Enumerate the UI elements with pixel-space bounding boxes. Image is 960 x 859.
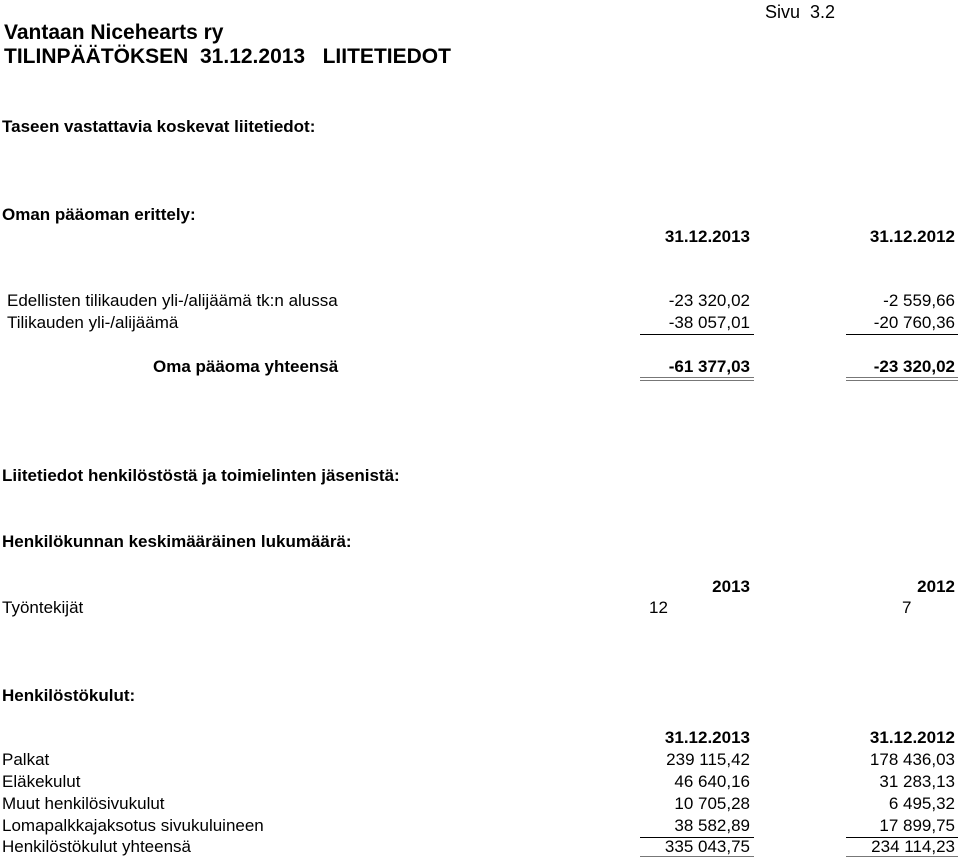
equity-row-value-2013: -23 320,02 — [668, 291, 750, 310]
costs-total-value-2012: 234 114,23 — [871, 837, 955, 856]
subsection-heading-headcount: Henkilökunnan keskimääräinen lukumäärä: — [2, 532, 352, 551]
subsection-heading-equity: Oman pääoman erittely: — [2, 205, 196, 224]
section-heading-balance-sheet: Taseen vastattavia koskevat liitetiedot: — [2, 117, 316, 136]
page-number: 3.2 — [810, 2, 836, 22]
headcount-value-2013: 12 — [649, 598, 668, 617]
total-double-underline — [846, 377, 958, 381]
equity-row-value-2012: -2 559,66 — [883, 291, 955, 310]
equity-total-value-2013: -61 377,03 — [668, 357, 750, 376]
equity-row-label: Edellisten tilikauden yli-/alijäämä tk:n alussa — [7, 291, 338, 310]
costs-row-value-2012: 31 283,13 — [879, 772, 955, 791]
subtotal-underline — [640, 334, 754, 335]
document-title: TILINPÄÄTÖKSEN 31.12.2013 LIITETIEDOT — [4, 45, 451, 68]
headcount-column-header-2013: 2013 — [712, 577, 750, 596]
costs-row-value-2013: 10 705,28 — [674, 794, 750, 813]
organization-name: Vantaan Nicehearts ry — [4, 21, 224, 44]
costs-total-value-2013: 335 043,75 — [664, 837, 750, 856]
subsection-heading-personnel-costs: Henkilöstökulut: — [2, 686, 136, 705]
equity-total-label: Oma pääoma yhteensä — [153, 357, 339, 376]
costs-row-value-2012: 17 899,75 — [879, 816, 955, 835]
total-double-underline — [640, 856, 754, 857]
costs-row-value-2013: 239 115,42 — [666, 750, 750, 769]
equity-total-value-2012: -23 320,02 — [873, 357, 955, 376]
total-double-underline — [640, 377, 754, 381]
page-indicator — [765, 2, 835, 22]
costs-total-label: Henkilöstökulut yhteensä — [2, 837, 192, 856]
costs-row-value-2012: 178 436,03 — [869, 750, 955, 769]
equity-column-header-2012: 31.12.2012 — [869, 227, 955, 246]
costs-row-label: Muut henkilösivukulut — [2, 794, 165, 813]
headcount-column-header-2012: 2012 — [917, 577, 955, 596]
subtotal-underline — [846, 334, 958, 335]
equity-column-header-2013: 31.12.2013 — [664, 227, 750, 246]
equity-row-value-2012: -20 760,36 — [873, 313, 955, 332]
costs-row-value-2013: 46 640,16 — [674, 772, 750, 791]
section-heading-personnel: Liitetiedot henkilöstöstä ja toimielinten jäsenistä: — [2, 466, 400, 485]
headcount-row-label: Työntekijät — [2, 598, 84, 617]
page-label: Sivu — [765, 2, 801, 22]
costs-row-label: Palkat — [2, 750, 50, 769]
costs-row-value-2013: 38 582,89 — [674, 816, 750, 835]
costs-column-header-2012: 31.12.2012 — [869, 728, 955, 747]
equity-row-value-2013: -38 057,01 — [668, 313, 750, 332]
costs-column-header-2013: 31.12.2013 — [664, 728, 750, 747]
costs-row-label: Lomapalkkajaksotus sivukuluineen — [2, 816, 264, 835]
costs-row-value-2012: 6 495,32 — [888, 794, 955, 813]
equity-row-label: Tilikauden yli-/alijäämä — [7, 313, 179, 332]
total-double-underline — [846, 856, 958, 857]
costs-row-label: Eläkekulut — [2, 772, 81, 791]
headcount-value-2012: 7 — [902, 598, 912, 617]
